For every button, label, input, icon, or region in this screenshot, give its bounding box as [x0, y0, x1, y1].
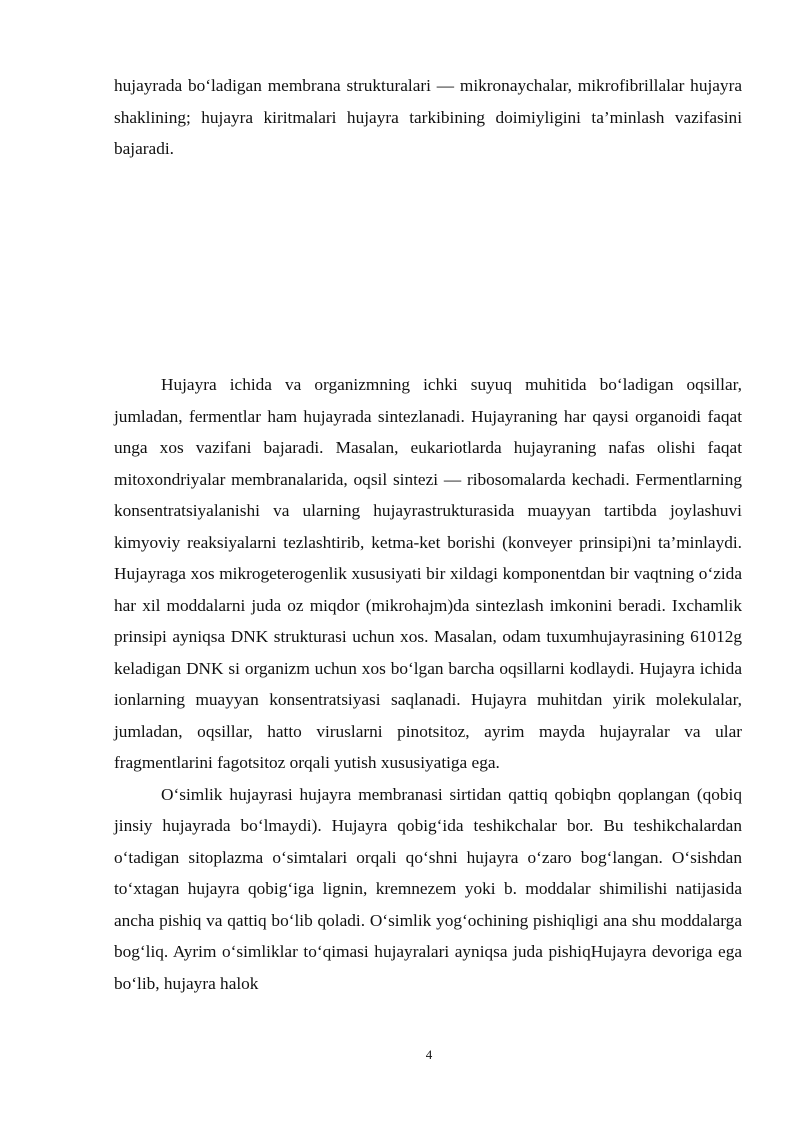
- paragraph-main-1: Hujayra ichida va organizmning ichki suyuq muhitida bo‘ladigan oqsillar, jumladan, fermentlar ham hujayrada sintezlanadi. Hujayraning har qaysi organoidi faqat unga xos vazifani bajaradi. Masalan, eukariotlarda hujayraning nafas olishi faqat mitoxondriyalar membranalarida, oqsil sintezi — ribosomalarda kechadi. Fermentlarning konsentratsiyalanishi va ularning hujayrastrukturasida muayyan tartibda joylashuvi kimyoviy reaksiyalarni tezlashtirib, ketma-ket borishi (konveyer prinsipi)ni ta’minlaydi. Hujayraga xos mikrogeterogenlik xususiyati bir xildagi komponentdan bir vaqtning o‘zida har xil moddalarni juda oz miqdor (mikrohajm)da sintezlash imkonini beradi. Ixchamlik prinsipi ayniqsa DNK strukturasi uchun xos. Masalan, odam tuxumhujayrasining 61012g keladigan DNK si organizm uchun xos bo‘lgan barcha oqsillarni kodlaydi. Hujayra ichida ionlarning muayyan konsentratsiyasi saqlanadi. Hujayra muhitdan yirik molekulalar, jumladan, oqsillar, hatto viruslarni pinotsitoz, ayrim mayda hujayralar va ular fragmentlarini fagotsitoz orqali yutish xususiyatiga ega.: [114, 375, 742, 772]
- page-number: 4: [425, 1047, 433, 1062]
- paragraph-main-2: O‘simlik hujayrasi hujayra membranasi sirtidan qattiq qobiqbn qoplangan (qobiq jinsiy hujayrada bo‘lmaydi). Hujayra qobig‘ida teshikchalar bor. Bu teshikchalardan o‘tadigan sitoplazma o‘simtalari orqali qo‘shni hujayra o‘zaro bog‘langan. O‘sishdan to‘xtagan hujayra qobig‘iga lignin, kremnezem yoki b. moddalar shimilishi natijasida ancha pishiq va qattiq bo‘lib qoladi. O‘simlik yog‘ochining pishiqligi ana shu moddalarga bog‘liq. Ayrim o‘simliklar to‘qimasi hujayralari ayniqsa juda pishiqHujayra devoriga ega bo‘lib, hujayra halok: [114, 784, 742, 993]
- top-text-block: [114, 70, 742, 165]
- main-text-block: [114, 369, 742, 999]
- paragraph-top-1: hujayrada bo‘ladigan membrana strukturalari — mikronaychalar, mikrofibrillalar hujayra shaklining; hujayra kiritmalari hujayra tarkibining doimiyligini ta’minlash vazifasini bajaradi.: [114, 76, 742, 158]
